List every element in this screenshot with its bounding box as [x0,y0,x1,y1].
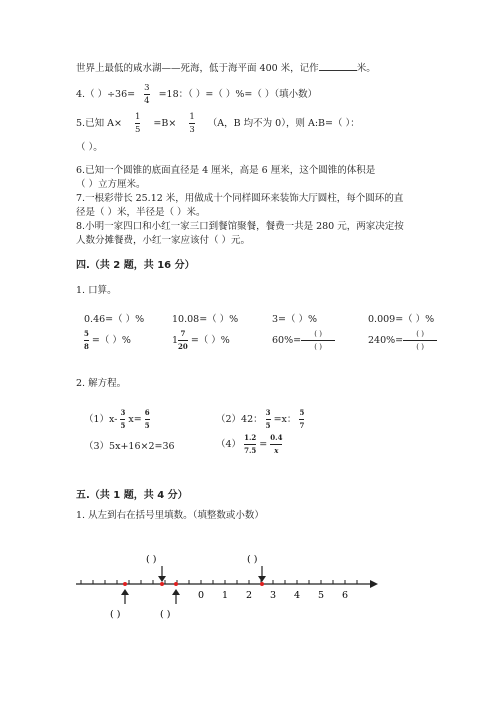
tick-label-2: 2 [245,590,253,601]
question-5 [76,111,360,137]
s4-q1-title: 1. 口算。 [76,285,117,296]
arrow-up-2 [172,589,180,604]
row2-c-pre: 60%= [272,335,302,346]
fraction-denominator: ( ) [314,343,322,351]
s4-row1-c: 3=（ ）% [272,314,318,325]
q4-fraction [144,83,149,106]
fraction-bar [145,419,150,420]
paren-top-2: ( ) [247,554,258,565]
s4-row1-d: 0.009=（ ）% [368,314,435,325]
row2-a-rest: =（ ）% [91,335,131,346]
fraction-denominator: 5 [120,421,126,430]
fraction-numerator: 6 [144,408,150,417]
fraction [301,329,335,352]
fraction-bar [189,123,194,124]
eq1-pre: （1）x- [84,414,118,425]
q5-post: （A，B 均不为 0），则 A:B=（ ）： [207,118,360,129]
s4-row2-a [84,329,131,353]
fraction-numerator: ( ) [314,330,322,338]
s4-row2-c [272,329,335,353]
fraction [145,408,150,431]
fraction [299,408,304,431]
fraction-denominator: 4 [144,96,150,106]
fraction [244,433,256,456]
equation-2 [216,408,304,432]
fraction-denominator: 7.5 [244,446,257,455]
row2-d-pre: 240%= [368,335,404,346]
fraction-bar [403,340,437,341]
fraction-denominator: 20 [178,342,188,351]
answer-blank[interactable] [319,61,357,71]
s5-q1-title: 1. 从左到右在括号里填数。（填整数或小数） [76,510,264,521]
equation-1 [84,408,150,432]
s4-row2-b [172,329,230,353]
arrow-down-1 [158,566,166,582]
fraction-bar [270,444,282,445]
fraction-numerator: 3 [265,408,271,417]
q8-line-2: 人数分摊餐费，小红一家应该付（ ）元。 [76,235,251,246]
fraction [84,329,89,352]
q3-unit: 米。 [356,63,376,74]
tick-labels [198,590,348,601]
s4-q2-title: 2. 解方程。 [76,378,127,389]
tick-label-1: 1 [221,590,229,601]
fraction-numerator: 5 [84,329,89,338]
fraction-denominator: 5 [144,421,150,430]
q5-line-2: （ ）。 [76,142,103,153]
eq2-pre: （2）42： [216,414,263,425]
fraction-bar [144,94,149,95]
arrow-down-2 [258,566,266,582]
q6-line-2: （ ）立方厘米。 [76,179,146,190]
fraction [178,329,188,352]
tick-label-0: 0 [197,590,205,601]
tick-label-4: 4 [293,590,301,601]
fraction-denominator: ( ) [416,343,424,351]
fraction [270,433,282,456]
row2-b-rest: =（ ）% [190,335,230,346]
red-point [160,582,164,586]
equation-3: （3）5x+16×2=36 [84,441,175,452]
fraction-numerator: 3 [144,83,150,93]
fraction [403,329,437,352]
q5-fraction-1 [135,112,140,135]
fraction-bar [299,419,304,420]
q7-line-1: 7.一根彩带长 25.12 米，用做成十个同样圆环来装饰大厅圆柱，每个圆环的直 [76,193,404,204]
q5-fraction-2 [189,112,194,135]
arrow-up-1 [121,589,129,604]
eq2-mid: =x： [273,414,297,425]
fraction-bar [178,340,188,341]
q3-text: 世界上最低的咸水湖——死海，低于海平面 400 米，记作 [76,63,319,74]
fraction-denominator: 5 [134,125,141,135]
fraction-denominator: x [274,446,279,455]
q3-tail [76,61,376,75]
fraction-numerator: 1 [134,112,141,122]
question-4 [76,82,317,108]
fraction-bar [266,419,271,420]
fraction-bar [244,444,256,445]
fraction [120,408,125,431]
red-point [260,582,264,586]
fraction-bar [301,340,335,341]
tick-label-3: 3 [269,590,277,601]
fraction-denominator: 8 [84,342,89,351]
eq4-pre: （4） [216,439,242,450]
equation-4 [216,433,282,457]
tick-label-6: 6 [341,590,349,601]
eq4-mid: = [259,439,268,450]
s4-row2-d [368,329,437,353]
fraction-denominator: 5 [265,421,271,430]
q8-line-1: 8.小明一家四口和小红一家三口到餐馆聚餐，餐费一共是 280 元，两家决定按 [76,221,404,232]
fraction [266,408,271,431]
red-point [174,582,178,586]
fraction-denominator: 7 [299,421,305,430]
red-point [123,582,127,586]
number-line-figure [0,545,500,645]
q4-rest: =18：（ ）=（ ）%=（ ）（填小数） [158,89,318,100]
paren-top-1: ( ) [146,554,157,565]
q6-line-1: 6.已知一个圆锥的底面直径是 4 厘米，高是 6 厘米，这个圆锥的体积是 [76,165,376,176]
q7-line-2: 径是（ ）米，半径是（ ）米。 [76,207,206,218]
eq1-mid: x= [128,414,142,425]
mixed-whole: 1 [172,335,179,346]
s4-row1-b: 10.08=（ ）% [172,314,239,325]
fraction-numerator: 7 [180,329,186,338]
q5-pre: 5.已知 A× [76,118,122,129]
fraction-numerator: 5 [299,408,305,417]
fraction-bar [120,419,125,420]
q4-label: 4.（ ）÷36= [76,89,136,100]
fraction-numerator: 3 [120,408,126,417]
fraction-numerator: 1.2 [244,433,257,442]
fraction-denominator: 3 [189,125,195,135]
fraction-bar [135,123,140,124]
s4-row1-a: 0.46=（ ）% [84,314,145,325]
section-4-title: 四.（共 2 题，共 16 分） [76,260,195,271]
fraction-numerator: 0.4 [270,433,283,442]
paren-bottom-2: ( ) [160,609,171,620]
tick-label-5: 5 [317,590,325,601]
fraction-numerator: ( ) [416,330,424,338]
q5-mid: =B× [153,118,177,129]
paren-bottom-1: ( ) [110,609,121,620]
fraction-bar [84,340,89,341]
fraction-numerator: 1 [189,112,195,122]
section-5-title: 五.（共 1 题，共 4 分） [76,490,188,501]
